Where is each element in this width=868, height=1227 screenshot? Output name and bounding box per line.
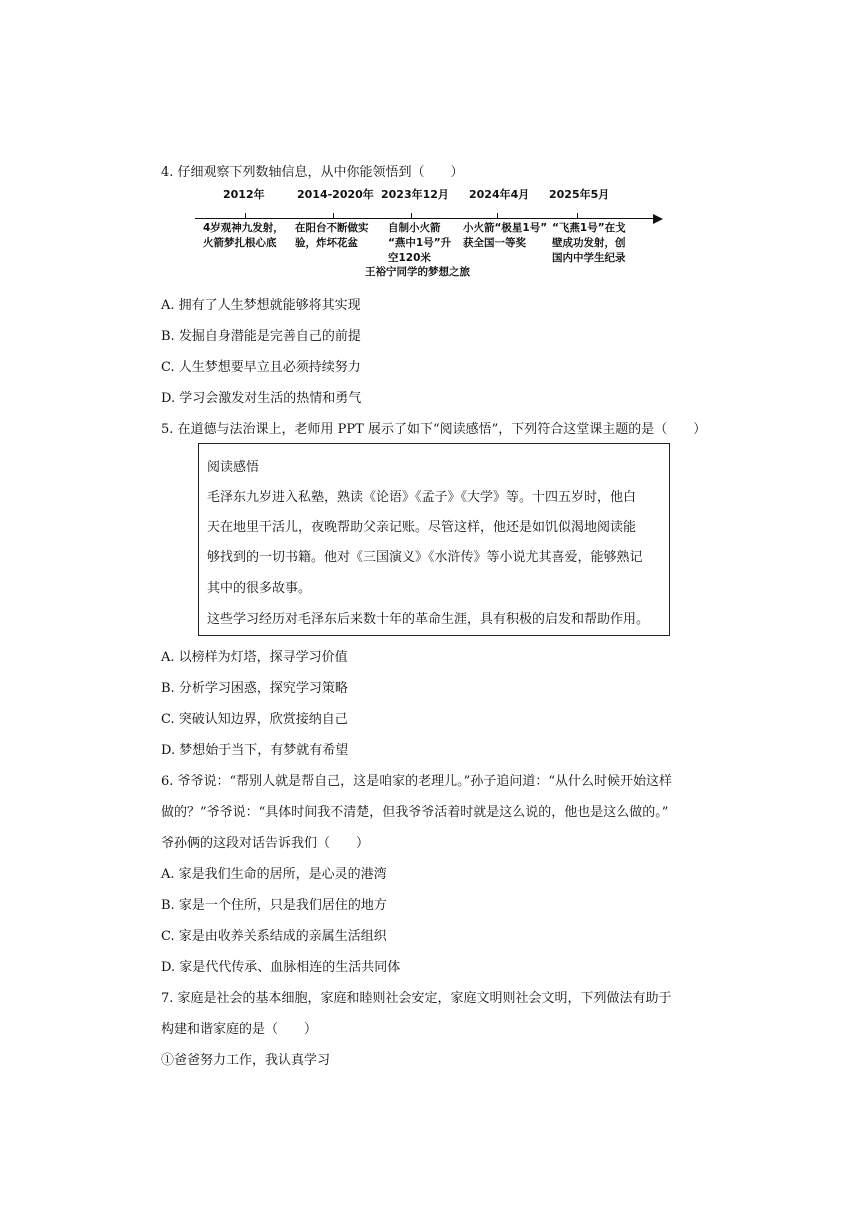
question-6-stem-line: 做的？”爷爷说：“具体时间我不清楚，但我爷爷活着时就是这么说的，他也是这么做的。” xyxy=(161,805,669,820)
question-6-option-b: B. 家是一个住所，只是我们居住的地方 xyxy=(161,898,387,913)
timeline-event-line: 获全国一等奖 xyxy=(463,237,526,249)
question-5-stem: 5. 在道德与法治课上，老师用 PPT 展示了如下“阅读感悟”，下列符合这堂课主题的是（ ） xyxy=(161,422,707,437)
question-4-option-c: C. 人生梦想要早立且必须持续努力 xyxy=(161,360,361,375)
timeline-event-line: 在阳台不断做实 xyxy=(295,222,369,234)
timeline-year: 2014-2020年 xyxy=(297,188,374,201)
question-5-option-a: A. 以榜样为灯塔，探寻学习价值 xyxy=(161,650,348,665)
timeline-event-line: 空120米 xyxy=(388,252,431,264)
timeline-year: 2024年4月 xyxy=(469,188,530,201)
timeline-year: 2023年12月 xyxy=(381,188,449,201)
timeline-event-line: 壁成功发射，创 xyxy=(552,237,626,249)
question-4-option-a: A. 拥有了人生梦想就能够将其实现 xyxy=(161,298,361,313)
timeline-event xyxy=(463,221,547,251)
timeline-event-line: “飞燕1号”在戈 xyxy=(552,222,626,234)
timeline-year: 2012年 xyxy=(223,188,265,201)
timeline-tick xyxy=(497,213,498,218)
question-6-stem-line: 6. 爷爷说：“帮别人就是帮自己，这是咱家的老理儿。”孙子追问道：“从什么时候开始这样 xyxy=(161,774,672,789)
question-6-option-a: A. 家是我们生命的居所，是心灵的港湾 xyxy=(161,867,387,882)
timeline-arrow-icon xyxy=(653,214,663,224)
timeline-tick xyxy=(245,213,246,218)
question-4-stem: 4. 仔细观察下列数轴信息，从中你能领悟到（ ） xyxy=(161,165,464,180)
timeline-tick xyxy=(577,213,578,218)
timeline-event-line: 小火箭“极星1号” xyxy=(463,222,548,234)
timeline-event xyxy=(203,221,284,251)
dream-timeline xyxy=(195,186,675,276)
timeline-event-line: “燕中1号”升 xyxy=(388,237,452,249)
question-6-stem-line: 爷孙俩的这段对话告诉我们（ ） xyxy=(161,836,370,851)
timeline-event-line: 自制小火箭 xyxy=(388,222,441,234)
timeline-axis xyxy=(195,218,657,219)
question-6-option-c: C. 家是由收养关系结成的亲属生活组织 xyxy=(161,929,387,944)
question-4-option-d: D. 学习会激发对生活的热情和勇气 xyxy=(161,391,362,406)
question-7-stem-line: 构建和谐家庭的是（ ） xyxy=(161,1022,318,1037)
question-5-option-c: C. 突破认知边界，欣赏接纳自己 xyxy=(161,712,348,727)
timeline-event-line: 国内中学生纪录 xyxy=(552,252,626,264)
timeline-event xyxy=(388,221,451,266)
reading-box-line: 天在地里干活儿，夜晚帮助父亲记账。尽管这样，他还是如饥似渴地阅读能 xyxy=(207,520,637,535)
timeline-event-line: 火箭梦扎根心底 xyxy=(203,237,277,249)
reading-box-line: 毛泽东九岁进入私塾，熟读《论语》《孟子》《大学》等。十四五岁时，他白 xyxy=(207,490,637,505)
reading-box-line: 这些学习经历对毛泽东后来数十年的革命生涯，具有积极的启发和帮助作用。 xyxy=(207,612,650,627)
timeline-year: 2025年5月 xyxy=(549,188,610,201)
question-7-item: ①爸爸努力工作，我认真学习 xyxy=(161,1053,331,1068)
timeline-event-line: 4岁观神九发射， xyxy=(203,222,284,234)
question-5-option-b: B. 分析学习困惑，探究学习策略 xyxy=(161,681,348,696)
timeline-tick xyxy=(411,213,412,218)
reading-box-line: 其中的很多故事。 xyxy=(207,581,312,596)
timeline-caption: 王裕宁同学的梦想之旅 xyxy=(365,266,470,278)
timeline-event xyxy=(552,221,626,266)
question-7-stem-line: 7. 家庭是社会的基本细胞，家庭和睦则社会安定，家庭文明则社会文明，下列做法有助于 xyxy=(161,991,672,1006)
question-4-option-b: B. 发掘自身潜能是完善自己的前提 xyxy=(161,329,361,344)
reading-box-line: 够找到的一切书籍。他对《三国演义》《水浒传》等小说尤其喜爱，能够熟记 xyxy=(207,550,643,565)
reading-box-title: 阅读感悟 xyxy=(207,460,260,475)
question-6-option-d: D. 家是代代传承、血脉相连的生活共同体 xyxy=(161,960,401,975)
reading-box xyxy=(198,443,670,636)
timeline-event-line: 验，炸坏花盆 xyxy=(295,237,358,249)
timeline-event xyxy=(295,221,369,251)
timeline-tick xyxy=(333,213,334,218)
question-5-option-d: D. 梦想始于当下，有梦就有希望 xyxy=(161,743,349,758)
